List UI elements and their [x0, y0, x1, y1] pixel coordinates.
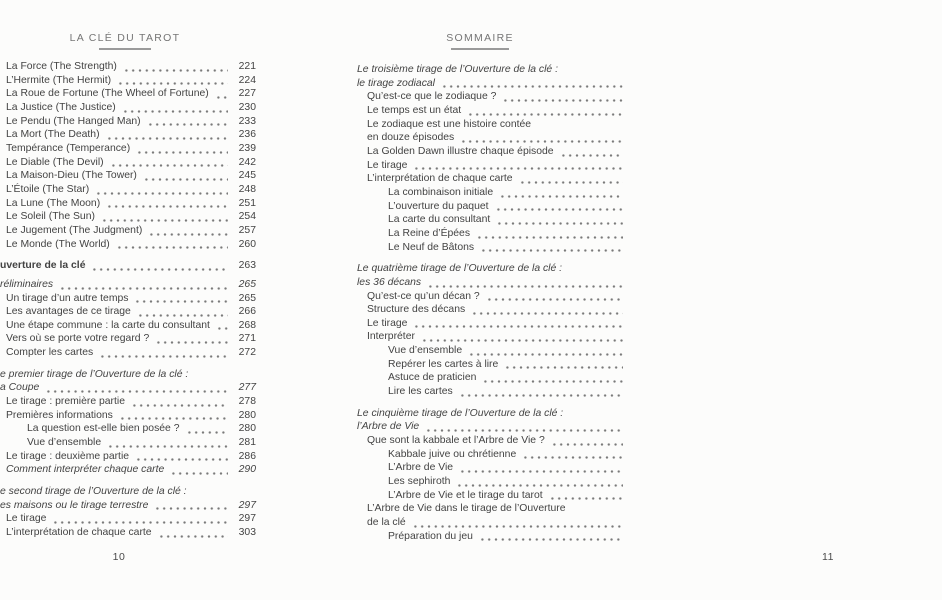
toc-entry-label: La Lune (The Moon): [6, 197, 101, 209]
dot-leader: [456, 484, 623, 487]
toc-row: [0, 210, 256, 224]
toc-entry-label: Le tirage: [6, 513, 47, 525]
toc-page-number: 265: [238, 292, 256, 304]
dot-leader: [413, 167, 623, 170]
toc-row: [357, 371, 609, 385]
toc-entry-label: Qu’est-ce qu’un décan ?: [367, 290, 480, 302]
toc-row: [0, 409, 256, 423]
dot-leader: [471, 312, 623, 315]
toc-entry-label: Vue d’ensemble: [27, 437, 102, 449]
toc-row: [357, 407, 609, 421]
dot-leader: [148, 233, 228, 236]
toc-entry-label: le tirage zodiacal: [357, 77, 435, 89]
toc-row: [357, 385, 609, 399]
folio-left: 10: [112, 551, 126, 563]
toc-page-number: 278: [238, 396, 256, 408]
toc-entry-label: L’Arbre de Vie dans le tirage de l’Ouverture: [367, 503, 566, 515]
dot-leader: [106, 137, 228, 140]
toc-entry-label: Le Soleil (The Sun): [6, 211, 95, 223]
dot-leader: [421, 339, 623, 342]
toc-entry-label: Une étape commune : la carte du consultant: [6, 319, 210, 331]
toc-row: [357, 241, 609, 255]
toc-page-number: 263: [238, 260, 256, 272]
running-head-right-label: SOMMAIRE: [446, 32, 514, 44]
toc-entry-label: Vue d’ensemble: [388, 345, 463, 357]
toc-row: [357, 104, 609, 118]
toc-page-number: 248: [238, 183, 256, 195]
toc-row: [0, 128, 256, 142]
toc-row: [0, 512, 256, 526]
dot-leader: [131, 404, 228, 407]
toc-page-number: 290: [238, 464, 256, 476]
toc-page-number: 233: [238, 115, 256, 127]
toc-entry-label: La Roue de Fortune (The Wheel of Fortune): [6, 88, 209, 100]
dot-leader: [441, 85, 623, 88]
toc-row: [0, 422, 256, 436]
dot-leader: [137, 314, 228, 317]
toc-page-number: 251: [238, 197, 256, 209]
toc-entry-label: Kabbale juive ou chrétienne: [388, 448, 517, 460]
toc-entry-label: Le temps est un état: [367, 104, 462, 116]
toc-entry-label: e second tirage de l’Ouverture de la clé :: [0, 486, 187, 498]
toc-row: [0, 463, 256, 477]
toc-list: [0, 60, 256, 540]
toc-row: [0, 381, 256, 395]
toc-row: [357, 90, 609, 104]
toc-row: [0, 368, 256, 382]
dot-leader: [52, 521, 228, 524]
toc-row: [357, 118, 609, 132]
toc-entry-label: Le troisième tirage de l’Ouverture de la clé :: [357, 64, 558, 75]
toc-row: [357, 131, 609, 145]
toc-row: [357, 227, 609, 241]
toc-entry-label: La Justice (The Justice): [6, 101, 116, 113]
toc-page-number: 266: [238, 306, 256, 318]
toc-entry-label: Repérer les cartes à lire: [388, 358, 499, 370]
toc-row: [357, 145, 609, 159]
dot-leader: [106, 205, 228, 208]
folio-right: 11: [822, 551, 834, 563]
toc-entry-label: La Golden Dawn illustre chaque épisode: [367, 145, 554, 157]
dot-leader: [136, 151, 228, 154]
toc-page-number: 271: [238, 333, 256, 345]
toc-row: [0, 499, 256, 513]
dot-leader: [215, 96, 228, 99]
toc-row: [357, 303, 609, 317]
toc-row: [0, 169, 256, 183]
dot-leader: [117, 82, 228, 85]
toc-entry-label: La Force (The Strength): [6, 61, 117, 72]
dot-leader: [486, 298, 623, 301]
toc-row: [0, 332, 256, 346]
toc-entry-label: La question est-elle bien posée ?: [27, 423, 180, 435]
toc-entry-label: La Maison-Dieu (The Tower): [6, 170, 137, 182]
toc-entry-label: Le Diable (The Devil): [6, 156, 104, 168]
toc-entry-label: de la clé: [367, 517, 406, 528]
toc-row: [0, 526, 256, 540]
toc-page-number: 239: [238, 142, 256, 154]
page-right: [357, 0, 834, 600]
dot-leader: [122, 110, 228, 113]
dot-leader: [495, 208, 623, 211]
toc-row: [0, 238, 256, 252]
toc-entry-label: Le tirage : deuxième partie: [6, 450, 130, 462]
toc-entry-label: Un tirage d’un autre temps: [6, 292, 129, 304]
toc-row: [0, 436, 256, 450]
toc-row: [0, 142, 256, 156]
toc-entry-label: La carte du consultant: [388, 214, 491, 226]
toc-page-number: 303: [238, 527, 256, 538]
toc-entry-label: Le Jugement (The Judgment): [6, 224, 143, 236]
toc-entry-label: e premier tirage de l’Ouverture de la clé :: [0, 368, 189, 380]
toc-entry-label: Le Pendu (The Hanged Man): [6, 115, 141, 127]
toc-entry-label: Le tirage: [367, 317, 408, 329]
toc-page-number: 230: [238, 101, 256, 113]
toc-row: [357, 290, 609, 304]
toc-entry-label: Le zodiaque est une histoire contée: [367, 118, 532, 130]
toc-row: [0, 115, 256, 129]
toc-row: [357, 330, 609, 344]
toc-row: [0, 74, 256, 88]
toc-page-number: 254: [238, 211, 256, 223]
toc-page-number: 281: [238, 437, 256, 449]
toc-row: [357, 489, 609, 503]
toc-row: [357, 461, 609, 475]
toc-entry-label: en douze épisodes: [367, 132, 455, 144]
toc-row: [0, 259, 256, 273]
toc-page-number: 242: [238, 156, 256, 168]
toc-page-number: 260: [238, 238, 256, 250]
toc-row: [0, 395, 256, 409]
toc-row: [0, 87, 256, 101]
toc-row: [0, 156, 256, 170]
toc-entry-label: Compter les cartes: [6, 347, 94, 359]
toc-row: [357, 262, 609, 276]
dot-leader: [91, 268, 228, 271]
toc-page-number: 227: [238, 88, 256, 100]
toc-entry-label: L’interprétation de chaque carte: [367, 173, 513, 185]
dot-leader: [459, 470, 623, 473]
toc-row: [357, 172, 609, 186]
toc-row: [357, 358, 609, 372]
toc-entry-label: les 36 décans: [357, 276, 422, 288]
dot-leader: [158, 535, 228, 538]
toc-row: [0, 450, 256, 464]
toc-entry-label: Qu’est-ce que le zodiaque ?: [367, 91, 497, 103]
toc-entry-label: Le quatrième tirage de l’Ouverture de la clé :: [357, 263, 563, 275]
toc-row: [0, 60, 256, 74]
toc-entry-label: Les sephiroth: [388, 476, 451, 488]
toc-page-number: 221: [238, 61, 256, 72]
toc-row: [357, 344, 609, 358]
toc-row: [0, 292, 256, 306]
toc-page-number: 257: [238, 224, 256, 236]
dot-leader: [413, 325, 623, 328]
toc-row: [0, 183, 256, 197]
toc-page-number: 280: [238, 409, 256, 421]
dot-leader: [459, 394, 623, 397]
toc-page-number: 297: [238, 513, 256, 525]
dot-leader: [134, 300, 228, 303]
dot-leader: [468, 353, 623, 356]
toc-row: [357, 434, 609, 448]
dot-leader: [549, 497, 623, 500]
dot-leader: [480, 249, 623, 252]
dot-leader: [99, 355, 228, 358]
dot-leader: [412, 525, 623, 528]
dot-leader: [116, 246, 228, 249]
toc-entry-label: Le cinquième tirage de l’Ouverture de la clé :: [357, 407, 564, 419]
toc-row: [357, 159, 609, 173]
dot-leader: [95, 192, 228, 195]
toc-row: [357, 276, 609, 290]
toc-list: [357, 63, 609, 543]
dot-leader: [186, 431, 228, 434]
toc-row: [0, 224, 256, 238]
toc-row: [357, 530, 609, 544]
dot-leader: [147, 123, 228, 126]
toc-entry-label: Le tirage: [367, 159, 408, 171]
toc-entry-label: Le tirage : première partie: [6, 396, 125, 408]
toc-entry-label: l’Arbre de Vie: [357, 421, 420, 433]
toc-row: [357, 448, 609, 462]
toc-entry-label: Vers où se porte votre regard ?: [6, 333, 150, 345]
dot-leader: [110, 164, 228, 167]
dot-leader: [154, 507, 228, 510]
dot-leader: [504, 366, 623, 369]
dot-leader: [45, 390, 228, 393]
toc-entry-label: Lire les cartes: [388, 386, 453, 398]
running-head-left: [0, 32, 250, 50]
toc-entry-label: L’Hermite (The Hermit): [6, 74, 112, 86]
toc-page-number: 272: [238, 347, 256, 359]
running-head-right: [357, 32, 603, 50]
toc-page-number: 268: [238, 319, 256, 331]
toc-page-number: 245: [238, 170, 256, 182]
dot-leader: [560, 154, 623, 157]
toc-row: [357, 516, 609, 530]
running-head-rule: [99, 48, 151, 50]
dot-leader: [519, 181, 623, 184]
toc-row: [0, 101, 256, 115]
dot-leader: [479, 538, 623, 541]
toc-entry-label: Interpréter: [367, 331, 415, 343]
toc-row: [357, 502, 609, 516]
toc-row: [0, 319, 256, 333]
toc-row: [0, 346, 256, 360]
toc-entry-label: Le Neuf de Bâtons: [388, 241, 475, 253]
dot-leader: [502, 99, 623, 102]
toc-entry-label: Le Monde (The World): [6, 238, 110, 250]
dot-leader: [135, 458, 228, 461]
running-head-left-label: LA CLÉ DU TAROT: [69, 32, 181, 44]
dot-leader: [143, 178, 228, 181]
toc-entry-label: L’ouverture du paquet: [388, 200, 489, 212]
dot-leader: [107, 445, 228, 448]
toc-entry-label: L’Arbre de Vie et le tirage du tarot: [388, 489, 543, 501]
dot-leader: [427, 285, 623, 288]
toc-page-number: 236: [238, 129, 256, 141]
toc-page-number: 224: [238, 74, 256, 86]
toc-entry-label: es maisons ou le tirage terrestre: [0, 499, 149, 511]
dot-leader: [59, 287, 228, 290]
dot-leader: [123, 69, 228, 72]
toc-row: [357, 420, 609, 434]
toc-entry-label: Astuce de praticien: [388, 372, 477, 384]
dot-leader: [460, 140, 623, 143]
toc-entry-label: Structure des décans: [367, 304, 466, 316]
toc-entry-label: La Mort (The Death): [6, 129, 100, 141]
dot-leader: [119, 417, 228, 420]
dot-leader: [522, 456, 623, 459]
toc-entry-label: Que sont la kabbale et l’Arbre de Vie ?: [367, 435, 545, 447]
toc-row: [357, 200, 609, 214]
toc-row: [357, 213, 609, 227]
toc-entry-label: L’Étoile (The Star): [6, 183, 90, 195]
toc-row: [357, 317, 609, 331]
toc-entry-label: réliminaires: [0, 278, 54, 290]
dot-leader: [101, 219, 228, 222]
toc-entry-label: L’Arbre de Vie: [388, 462, 454, 474]
toc-row: [0, 305, 256, 319]
toc-entry-label: L’interprétation de chaque carte: [6, 527, 152, 538]
toc-entry-label: a Coupe: [0, 382, 40, 394]
toc-entry-label: Tempérance (Temperance): [6, 142, 131, 154]
toc-entry-label: La Reine d’Épées: [388, 227, 471, 239]
dot-leader: [476, 236, 623, 239]
running-head-rule: [451, 48, 509, 50]
page-left: [0, 0, 256, 600]
toc-entry-label: Préparation du jeu: [388, 530, 473, 542]
toc-page-number: 265: [238, 278, 256, 290]
toc-page-number: 286: [238, 450, 256, 462]
toc-page-number: 280: [238, 423, 256, 435]
dot-leader: [482, 380, 623, 383]
dot-leader: [155, 341, 228, 344]
toc-entry-label: Les avantages de ce tirage: [6, 306, 131, 318]
toc-row: [357, 475, 609, 489]
dot-leader: [499, 195, 623, 198]
dot-leader: [425, 429, 623, 432]
dot-leader: [170, 472, 228, 475]
toc-row: [357, 63, 609, 77]
toc-row: [0, 278, 256, 292]
toc-entry-label: Premières informations: [6, 409, 113, 421]
dot-leader: [216, 327, 228, 330]
toc-page-number: 277: [238, 382, 256, 394]
toc-row: [357, 186, 609, 200]
toc-entry-label: La combinaison initiale: [388, 186, 494, 198]
dot-leader: [551, 443, 623, 446]
toc-row: [357, 77, 609, 91]
dot-leader: [467, 113, 623, 116]
toc-row: [0, 485, 256, 499]
toc-entry-label: uverture de la clé: [0, 260, 86, 272]
dot-leader: [496, 222, 623, 225]
toc-page-number: 297: [238, 499, 256, 511]
toc-row: [0, 197, 256, 211]
toc-entry-label: Comment interpréter chaque carte: [6, 464, 165, 476]
